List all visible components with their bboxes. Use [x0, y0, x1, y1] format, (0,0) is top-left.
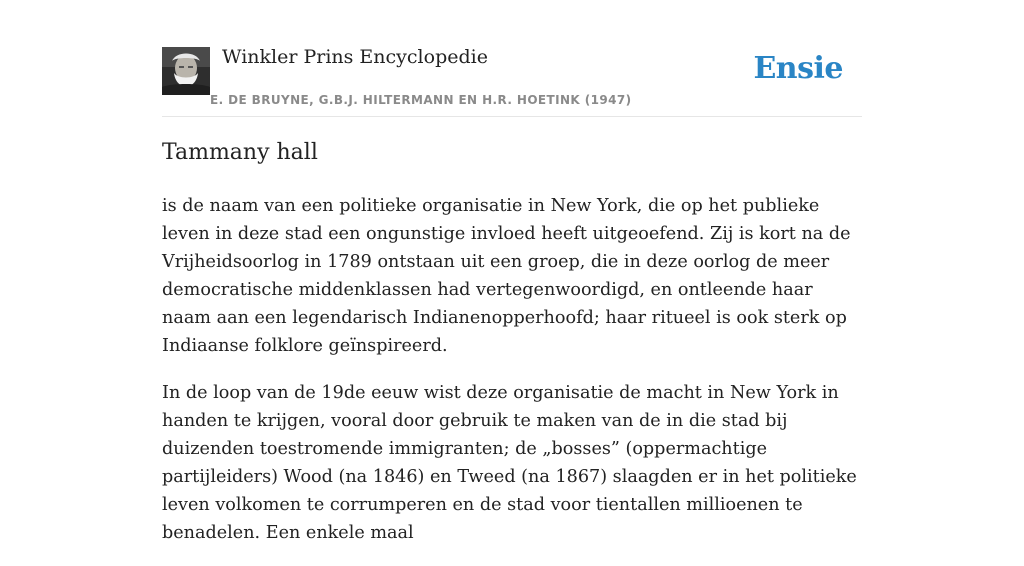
article-body	[162, 192, 862, 566]
article-paragraph: is de naam van een politieke organisatie in New York, die op het publieke leven in deze stad een ongunstige invloed heeft uitgeoefend. Zij is kort na de Vrijheidsoorlog in 1789 ontstaan uit een groep, die in deze oorlog de meer democratische middenklassen had vertegenwoordigd, en ontleende haar naam aan een legendarisch Indianenopperhoofd; haar ritueel is ook sterk op Indiaanse folklore geïnspireerd.	[162, 196, 851, 356]
book-authors: E. DE BRUYNE, G.B.J. HILTERMANN EN H.R. HOETINK (1947)	[210, 93, 632, 107]
book-title[interactable]: Winkler Prins Encyclopedie	[222, 46, 488, 68]
article-paragraph: In de loop van de 19de eeuw wist deze organisatie de macht in New York in handen te krijgen, vooral door gebruik te maken van de in die stad bij duizenden toestromende immigranten; de „bosses” (oppermachtige partijleiders) Wood (na 1846) en Tweed (na 1867) slaagden er in het politieke leven volkomen te corrumperen en de stad voor tientallen millioenen te benadelen. Een enkele maal	[162, 383, 857, 543]
content-column	[162, 0, 862, 543]
book-header	[162, 0, 862, 117]
brand-logo[interactable]: Ensie	[753, 51, 843, 86]
author-portrait[interactable]	[162, 47, 210, 95]
article-title: Tammany hall	[162, 140, 318, 165]
